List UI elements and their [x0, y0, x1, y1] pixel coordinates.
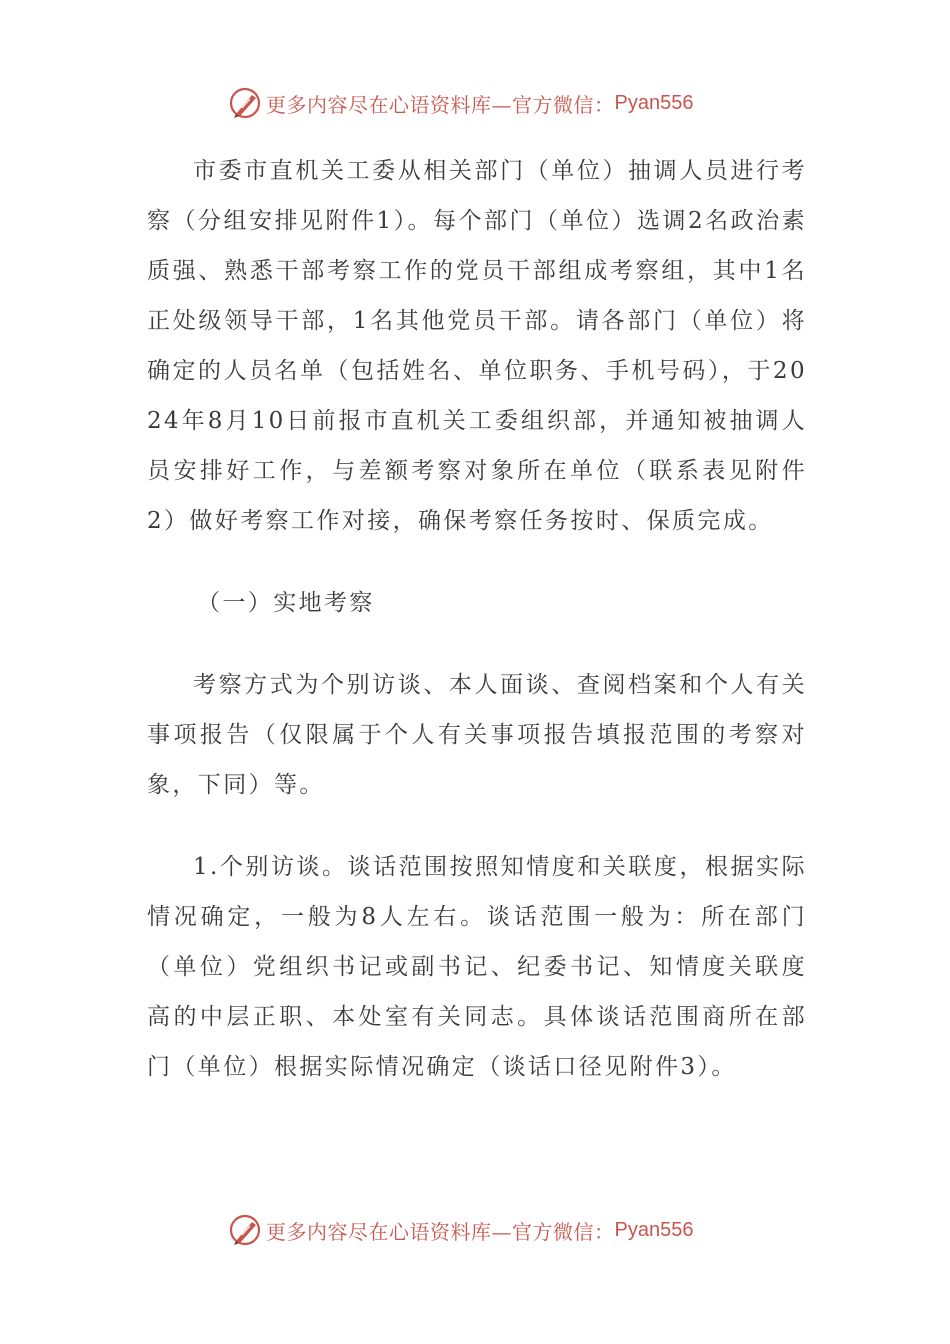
header-banner — [228, 83, 748, 123]
footer-wechat-id: Pyan556 — [614, 1218, 694, 1241]
header-wechat-id: Pyan556 — [614, 91, 694, 114]
header-banner-text: 更多内容尽在心语资料库—官方微信： — [266, 92, 615, 117]
footer-banner — [228, 1210, 748, 1250]
pen-logo-icon — [228, 86, 262, 120]
footer-banner-text: 更多内容尽在心语资料库—官方微信： — [266, 1219, 615, 1244]
document-body — [147, 146, 807, 1092]
paragraph-individual-interviews: 1.个别访谈。谈话范围按照知情度和关联度，根据实际情况确定，一般为8人左右。谈话范围一般为：所在部门（单位）党组织书记或副书记、纪委书记、知情度关联度高的中层正职、本处室有关同志。具体谈话范围商所在部门（单位）根据实际情况确定（谈话口径见附件3）。 — [147, 854, 807, 1080]
pen-logo-icon — [228, 1213, 262, 1247]
paragraph-inspection-methods: 考察方式为个别访谈、本人面谈、查阅档案和个人有关事项报告（仅限属于个人有关事项报告填报范围的考察对象，下同）等。 — [147, 672, 807, 798]
paragraph-staffing: 市委市直机关工委从相关部门（单位）抽调人员进行考察（分组安排见附件1）。每个部门（单位）选调2名政治素质强、熟悉干部考察工作的党员干部组成考察组，其中1名正处级领导干部，1名其他党员干部。请各部门（单位）将确定的人员名单（包括姓名、单位职务、手机号码），于2024年8月10日前报市直机关工委组织部，并通知被抽调人员安排好工作，与差额考察对象所在单位（联系表见附件2）做好考察工作对接，确保考察任务按时、保质完成。 — [147, 158, 807, 534]
section-heading-field-inspection: （一）实地考察 — [197, 590, 375, 616]
